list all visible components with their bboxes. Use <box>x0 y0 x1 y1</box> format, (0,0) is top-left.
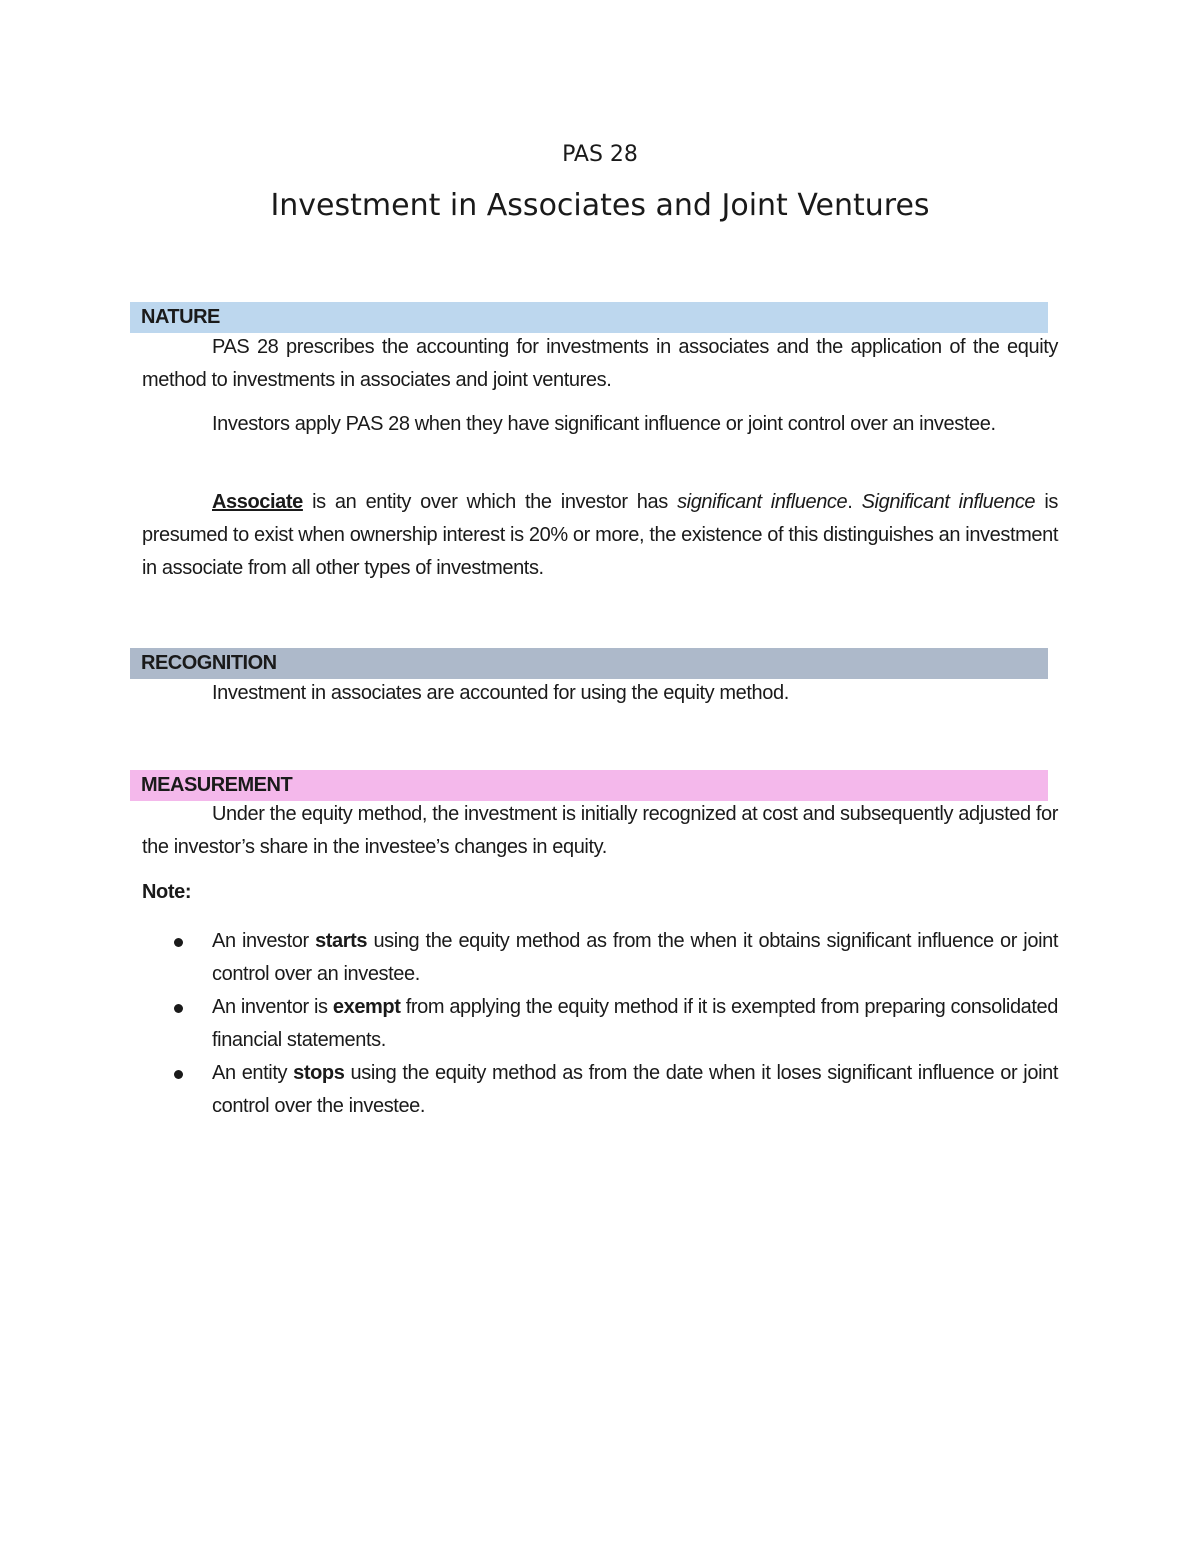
note-label: Note: <box>142 881 192 903</box>
italic-term: significant influence <box>677 491 848 513</box>
recognition-heading: RECOGNITION <box>130 648 1048 679</box>
measurement-section-header <box>130 770 1048 801</box>
text-span: from applying the equity method if it is exempted from preparing consolidated financial statements. <box>212 996 1058 1051</box>
bold-term: exempt <box>332 996 401 1018</box>
bold-term: starts <box>315 930 368 952</box>
bullet-icon <box>174 1004 183 1013</box>
text-span: An investor <box>212 930 316 952</box>
nature-paragraph-1: PAS 28 prescribes the accounting for investments in associates and the application of the equity method to investments in associates and joint ventures. <box>142 336 1058 391</box>
note-bullet-list <box>142 925 1058 1123</box>
nature-heading: NATURE <box>130 302 1048 333</box>
text-span: is an entity over which the investor has <box>302 491 678 513</box>
recognition-paragraph: Investment in associates are accounted for using the equity method. <box>212 682 789 704</box>
text-span: . <box>847 491 862 513</box>
nature-paragraph-2: Investors apply PAS 28 when they have significant influence or joint control over an investee. <box>212 413 996 435</box>
recognition-section-header <box>130 648 1048 679</box>
list-item <box>142 1057 1058 1123</box>
italic-term: Significant influence <box>861 491 1036 513</box>
bold-term: stops <box>293 1062 345 1084</box>
text-span: An entity <box>212 1062 294 1084</box>
text-span: using the equity method as from the when it obtains significant influence or joint control over an investee. <box>212 930 1058 985</box>
document-title: Investment in Associates and Joint Ventures <box>270 188 930 223</box>
nature-paragraph-3 <box>142 486 1058 585</box>
bullet-icon <box>174 938 183 947</box>
text-span: is presumed to exist when ownership interest is 20% or more, the existence of this distinguishes an investment in associate from all other types of investments. <box>142 491 1058 579</box>
text-span: using the equity method as from the date when it loses significant influence or joint control over the investee. <box>212 1062 1058 1117</box>
associate-term: Associate <box>212 491 303 513</box>
nature-section-header <box>130 302 1048 333</box>
measurement-paragraph: Under the equity method, the investment is initially recognized at cost and subsequently adjusted for the investor’s share in the investee’s changes in equity. <box>142 803 1058 858</box>
list-item <box>142 991 1058 1057</box>
list-item <box>142 925 1058 991</box>
text-span: An inventor is <box>212 996 333 1018</box>
document-code: PAS 28 <box>562 142 638 167</box>
bullet-icon <box>174 1070 183 1079</box>
measurement-heading: MEASUREMENT <box>130 770 1048 801</box>
